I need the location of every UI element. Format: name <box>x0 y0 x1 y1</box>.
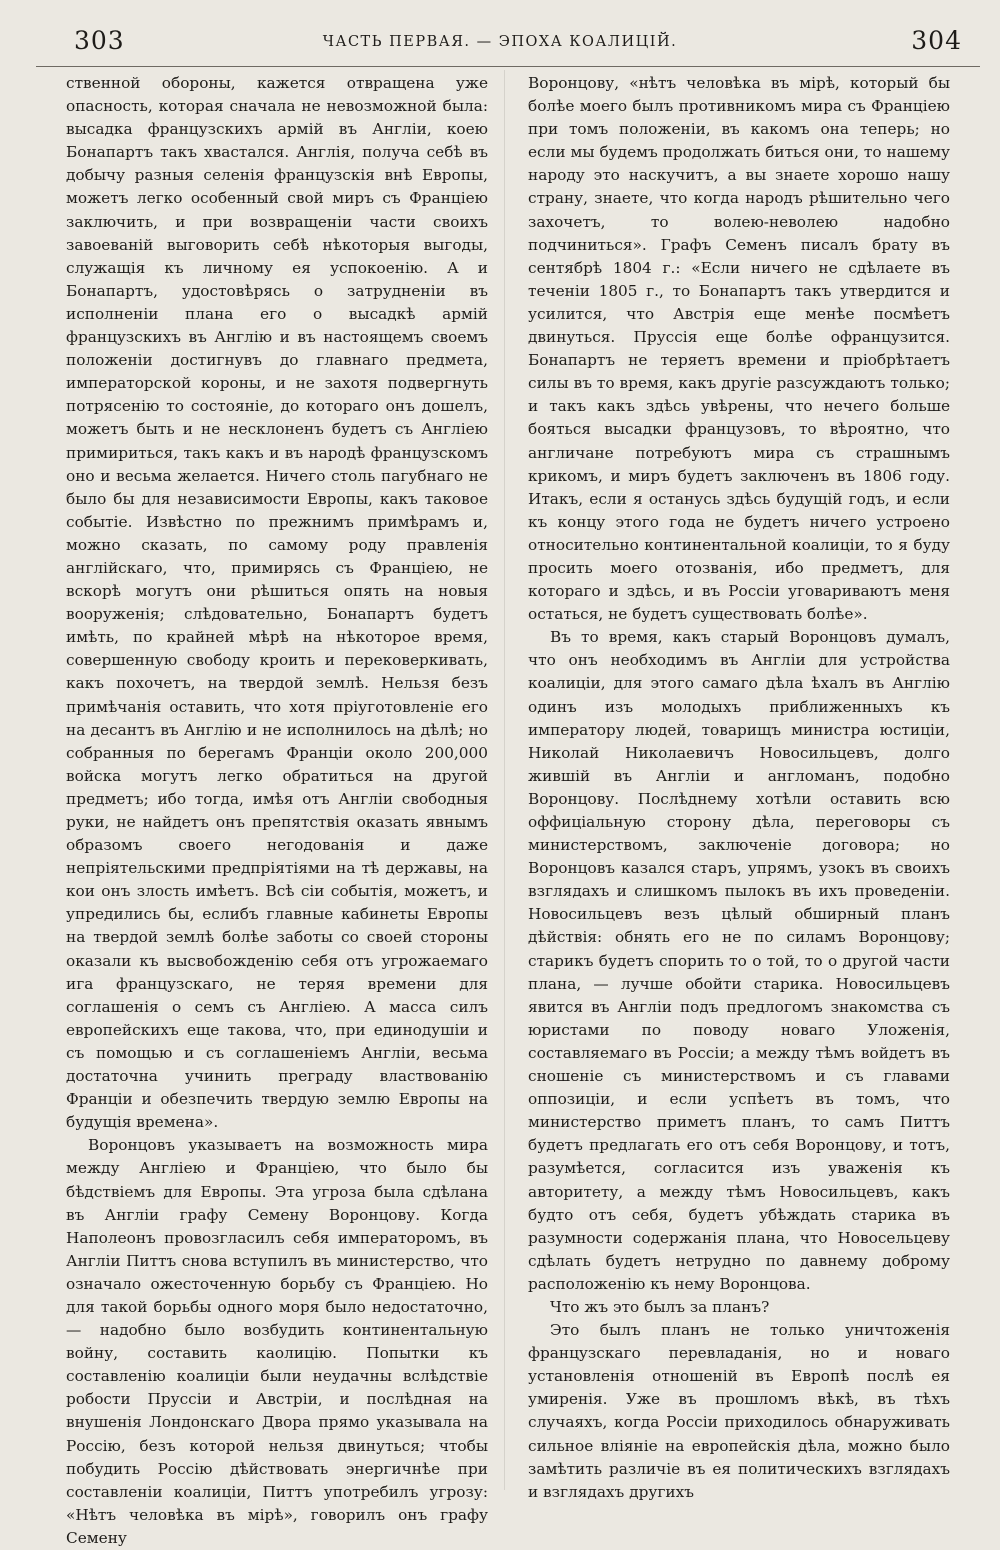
right-paragraph-3: Что жъ это былъ за планъ? <box>550 1297 770 1316</box>
page-number-right: 304 <box>911 26 962 55</box>
left-column <box>66 72 488 1547</box>
column-gutter <box>504 70 505 1490</box>
left-paragraph-2: Воронцовъ указываетъ на возможность мира между Англіею и Франціею, что было бы бѣдствіемъ для Европы. Эта угроза была сдѣлана въ Англіи графу Семену Воронцову. Когда Наполеонъ провозгласилъ себя императоромъ, въ Англіи Питтъ снова вступилъ въ министерство, что означало ожесточенную борьбу съ Франціею. Но для такой борьбы одного моря было недостаточно, — надобно было возбудить континентальную войну, составить каолицію. Попытки къ составленію коалиціи были неудачны вслѣдствіе робости Пруссіи и Австріи, и послѣдная на внушенія Лондонскаго Двора прямо указывала на Россію, безъ которой нельзя двинуться; чтобы побудить Россію дѣйствовать энергичнѣе при составленіи коалиціи, Питтъ употребилъ угрозу: «Нѣтъ человѣка въ мірѣ», говорилъ онъ графу Семену <box>66 1136 488 1547</box>
right-paragraph-2: Въ то время, какъ старый Воронцовъ думалъ, что онъ необходимъ въ Англіи для устройства коалиціи, для этого самаго дѣла ѣхалъ въ Англію одинъ изъ молодыхъ приближенныхъ къ императору людей, товарищъ министра юстиціи, Николай Николаевичъ Новосильцевъ, долго жившій въ Англіи и англоманъ, подобно Воронцову. Послѣднему хотѣли оставить всю оффиціальную сторону дѣла, переговоры съ министерствомъ, заключеніе договора; но Воронцовъ казался старъ, упрямъ, узокъ въ своихъ взглядахъ и слишкомъ пылокъ въ ихъ проведеніи. Новосильцевъ везъ цѣлый обширный планъ дѣйствія: обнять его не по силамъ Воронцову; старикъ будетъ спорить то о той, то о другой части плана, — лучше обойти старика. Новосильцевъ явится въ Англіи подъ предлогомъ знакомства съ юристами по поводу новаго Уложенія, составляемаго въ Россіи; а между тѣмъ войдетъ въ сношеніе съ министерствомъ и съ главами оппозиціи, и если успѣетъ въ томъ, что министерство приметъ планъ, то самъ Питтъ будетъ предлагать его отъ себя Воронцову, и тотъ, разумѣется, согласится изъ уваженія къ авторитету, а между тѣмъ Новосильцевъ, какъ будто отъ себя, будетъ убѣждать старика въ разумности содержанія плана, что Новосельцеву сдѣлать будетъ нетрудно по давнему доброму расположенію къ нему Воронцова. <box>528 628 950 1293</box>
left-paragraph-1: ственной обороны, кажется отвращена уже опасность, которая сначала не невозможной была: высадка французскихъ армій въ Англіи, коею Бонапартъ такъ хвастался. Англія, получа себѣ въ добычу разныя селенія французскія внѣ Европы, можетъ легко особенный свой миръ съ Франціею заключить, и при возвращеніи части своихъ завоеваній выговорить себѣ нѣкоторыя выгоды, служащія къ личному ея успокоенію. А и Бонапартъ, удостовѣрясь о затрудненіи въ исполненіи плана его о высадкѣ армій французскихъ въ Англію и въ настоящемъ своемъ положеніи достигнувъ до главнаго предмета, императорской короны, и не захотя подвергнуть потрясенію то состояніе, до котораго онъ дошелъ, можетъ быть и не несклоненъ будетъ съ Англіею примириться, такъ какъ и въ народѣ французскомъ оно и весьма желается. Ничего столь пагубнаго не было бы для независимости Европы, какъ таковое событіе. Извѣстно по прежнимъ примѣрамъ и, можно сказать, по самому роду правленія англійскаго, что, примирясь съ Франціею, не вскорѣ могутъ они рѣшиться опять на новыя вооруженія; слѣдовательно, Бонапартъ будетъ имѣть, по крайней мѣрѣ на нѣкоторое время, совершенную свободу кроить и перековеркивать, какъ похочетъ, на твердой землѣ. Нельзя безъ примѣчанія оставить, что хотя пріуготовленіе его на десантъ въ Англію и не исполнилось на дѣлѣ; но собранныя по берегамъ Франціи около 200,000 войска могутъ легко обратиться на другой предметъ; ибо тогда, имѣя отъ Англіи свободныя руки, не найдетъ онъ препятствія оказать явнымъ образомъ своего негодованія и даже непріятельскими предпріятіями на тѣ державы, на кои онъ злость имѣетъ. Всѣ сіи событія, можетъ, и упредились бы, еслибъ главные кабинеты Европы на твердой землѣ болѣе заботы со своей стороны оказали къ высвобожденію себя отъ угрожаемаго ига французскаго, не теряя времени для соглашенія о семъ съ Англіею. А масса силъ европейскихъ еще такова, что, при единодушіи и съ помощью и съ соглашеніемъ Англіи, весьма достаточна учинить преграду властвованію Франціи и обезпечить твердую землю Европы на будущія времена». <box>66 74 488 1132</box>
page-header <box>0 26 1000 60</box>
page-number-left: 303 <box>74 26 125 55</box>
right-paragraph-4: Это былъ планъ не только уничтоженія французскаго перевладанія, но и новаго установленія отношеній въ Европѣ послѣ ея умиренія. Уже въ прошломъ вѣкѣ, въ тѣхъ случаяхъ, когда Россіи приходилось обнаруживать сильное вліяніе на европейскія дѣла, можно было замѣтить различіе въ ея политическихъ взглядахъ и взглядахъ другихъ <box>528 1321 950 1501</box>
running-title: ЧАСТЬ ПЕРВАЯ. — ЭПОХА КОАЛИЦІЙ. <box>322 34 678 50</box>
right-paragraph-1: Воронцову, «нѣтъ человѣка въ мірѣ, который бы болѣе моего былъ противникомъ мира съ Франціею при томъ положеніи, въ какомъ она теперь; но если мы будемъ продолжать биться они, то нашему народу это наскучитъ, а вы знаете хорошо нашу страну, знаете, что когда народъ рѣшительно чего захочетъ, то волею-неволею надобно подчиниться». Графъ Семенъ писалъ брату въ сентябрѣ 1804 г.: «Если ничего не сдѣлаете въ теченіи 1805 г., то Бонапартъ такъ утвердится и усилится, что Австрія еще менѣе посмѣетъ двинуться. Пруссія еще болѣе офранцузится. Бонапартъ не теряетъ времени и пріобрѣтаетъ силы въ то время, какъ другіе разсуждаютъ только; и такъ какъ здѣсь увѣрены, что нечего больше бояться высадки французовъ, то вѣроятно, что англичане потребуютъ мира съ страшнымъ крикомъ, и миръ будетъ заключенъ въ 1806 году. Итакъ, если я останусь здѣсь будущій годъ, и если къ концу этого года не будетъ ничего устроено относительно континентальной коалиціи, то я буду просить моего отозванія, ибо предметъ, для котораго и здѣсь, и въ Россіи уговариваютъ меня остаться, не будетъ существовать болѣе». <box>528 74 950 624</box>
header-rule <box>36 66 980 67</box>
right-column <box>528 72 950 1501</box>
